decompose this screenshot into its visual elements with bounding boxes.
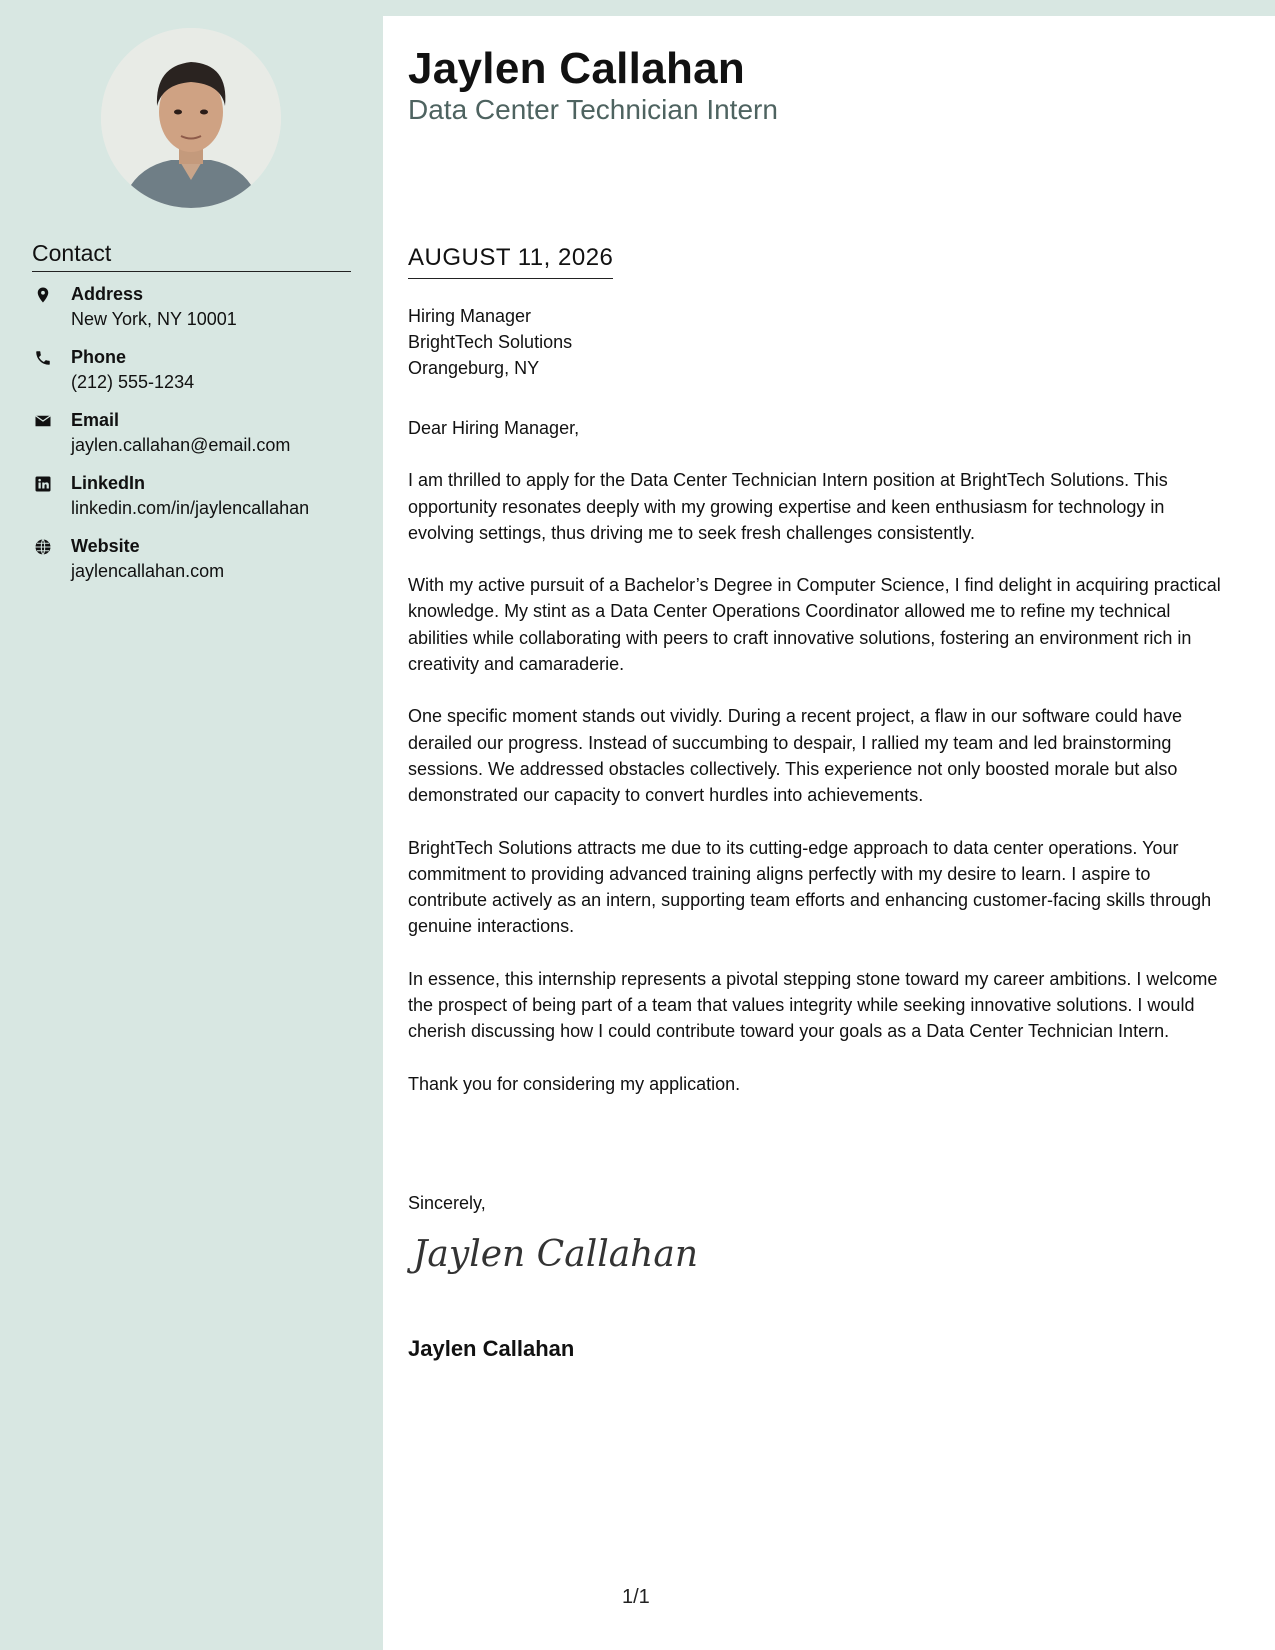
contact-label: Phone bbox=[71, 347, 127, 367]
contact-address bbox=[32, 284, 362, 347]
contact-label: Website bbox=[71, 536, 140, 556]
address-value: New York, NY 10001 bbox=[71, 309, 237, 329]
signoff: Sincerely, bbox=[408, 1193, 486, 1213]
paragraph: With my active pursuit of a Bachelor’s Degree in Computer Science, I find delight in acquiring practical knowledge. My stint as a Data Center Operations Coordinator allowed me to refine my technical abilities while collaborating with peers to craft innovative solutions, fostering an environment rich in creativity and camaraderie. bbox=[408, 575, 1221, 675]
website-link[interactable]: jaylencallahan.com bbox=[71, 561, 225, 581]
phone-icon bbox=[34, 349, 52, 367]
contact-list bbox=[32, 284, 362, 599]
contact-email bbox=[32, 410, 362, 473]
applicant-name: Jaylen Callahan bbox=[408, 44, 746, 93]
paragraph: One specific moment stands out vividly. During a recent project, a flaw in our software could have derailed our progress. Instead of succumbing to despair, I rallied my team and led brainstorming sessions. We addressed obstacles collectively. This experience not only boosted morale but also demonstrated our capacity to convert hurdles into achievements. bbox=[408, 706, 1183, 806]
envelope-icon bbox=[34, 412, 52, 430]
contact-website bbox=[32, 536, 362, 599]
paragraph: In essence, this internship represents a pivotal stepping stone toward my career ambitions. I welcome the prospect of being part of a team that values integrity while seeking innovative solutions. I would cherish discussing how I could contribute toward your goals as a Data Center Technician Intern. bbox=[408, 968, 1218, 1042]
salutation: Dear Hiring Manager, bbox=[408, 418, 580, 438]
location-pin-icon bbox=[34, 286, 52, 304]
contact-phone bbox=[32, 347, 362, 410]
profile-photo bbox=[101, 28, 281, 208]
recipient-line: Orangeburg, NY bbox=[408, 358, 540, 378]
contact-label: Address bbox=[71, 284, 144, 304]
contact-heading: Contact bbox=[32, 240, 351, 272]
job-title: Data Center Technician Intern bbox=[408, 94, 778, 125]
paragraph: Thank you for considering my application. bbox=[408, 1073, 741, 1094]
recipient-line: BrightTech Solutions bbox=[408, 332, 573, 352]
linkedin-icon bbox=[34, 475, 52, 493]
recipient-line: Hiring Manager bbox=[408, 306, 532, 326]
printed-name: Jaylen Callahan bbox=[408, 1336, 575, 1361]
globe-icon bbox=[34, 538, 52, 556]
paragraph: I am thrilled to apply for the Data Center Technician Intern position at BrightTech Solutions. This opportunity resonates deeply with my growing expertise and keen enthusiasm for technology in evolving settings, thus driving me to seek fresh challenges consistently. bbox=[408, 470, 1168, 543]
contact-label: LinkedIn bbox=[71, 473, 146, 493]
letter-text bbox=[408, 415, 1228, 1123]
paragraph: BrightTech Solutions attracts me due to its cutting-edge approach to data center operations. Your commitment to providing advanced training aligns perfectly with my desire to learn. I aspire to contribute actively as an intern, supporting team efforts and enhancing customer-facing skills through genuine interactions. bbox=[408, 837, 1212, 937]
contact-label: Email bbox=[71, 410, 120, 430]
handwritten-signature: Jaylen Callahan bbox=[413, 1234, 699, 1275]
page-number: 1/1 bbox=[622, 1586, 650, 1608]
contact-linkedin bbox=[32, 473, 362, 536]
sidebar bbox=[0, 0, 383, 1650]
phone-value: (212) 555-1234 bbox=[71, 372, 195, 392]
profile-photo-image bbox=[101, 28, 281, 208]
email-link[interactable]: jaylen.callahan@email.com bbox=[71, 435, 291, 455]
letter-date: AUGUST 11, 2026 bbox=[408, 244, 613, 279]
letter-body bbox=[383, 16, 1275, 1650]
recipient-block bbox=[408, 303, 572, 381]
linkedin-link[interactable]: linkedin.com/in/jaylencallahan bbox=[71, 498, 310, 518]
